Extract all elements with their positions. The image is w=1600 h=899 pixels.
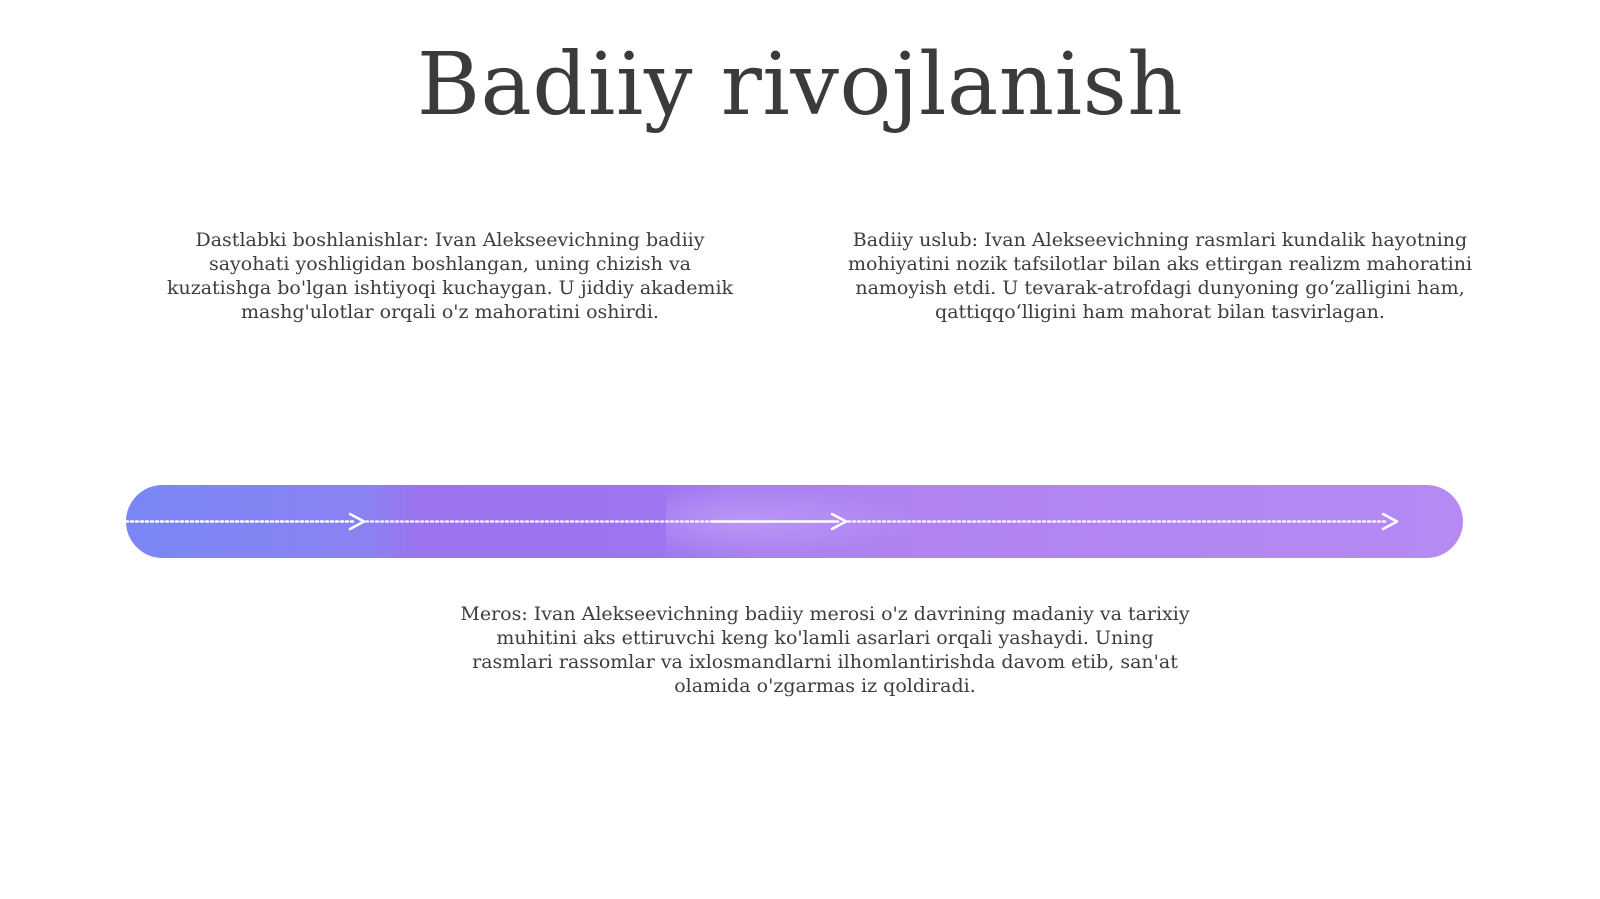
timeline-bar: [126, 485, 1463, 558]
timeline-arrows: [126, 485, 1463, 558]
slide-title: Badiiy rivojlanish: [416, 35, 1184, 135]
artistic-style-text: Badiiy uslub: Ivan Alekseevichning rasmlari kundalik hayotning mohiyatini nozik tafsilotlar bilan aks ettirgan realizm mahoratini namoyish etdi. U tevarak-atrofdagi dunyoning go‘zalligini ham, qattiqqo‘lligini ham mahorat bilan tasvirlagan.: [847, 229, 1473, 323]
early-beginnings-text: Dastlabki boshlanishlar: Ivan Alekseevichning badiiy sayohati yoshligidan boshlangan, uning chizish va kuzatishga bo'lgan ishtiyoqi kuchaygan. U jiddiy akademik mashg'ulotlar orqali o'z mahoratini oshirdi.: [166, 229, 734, 323]
legacy-text: Meros: Ivan Alekseevichning badiiy merosi o'z davrining madaniy va tarixiy muhitini aks ettiruvchi keng ko'lamli asarlari orqali yashaydi. Uning rasmlari rassomlar va ixlosmandlarni ilhomlantirishda davom etib, san'at olamida o'zgarmas iz qoldiradi.: [460, 603, 1190, 697]
